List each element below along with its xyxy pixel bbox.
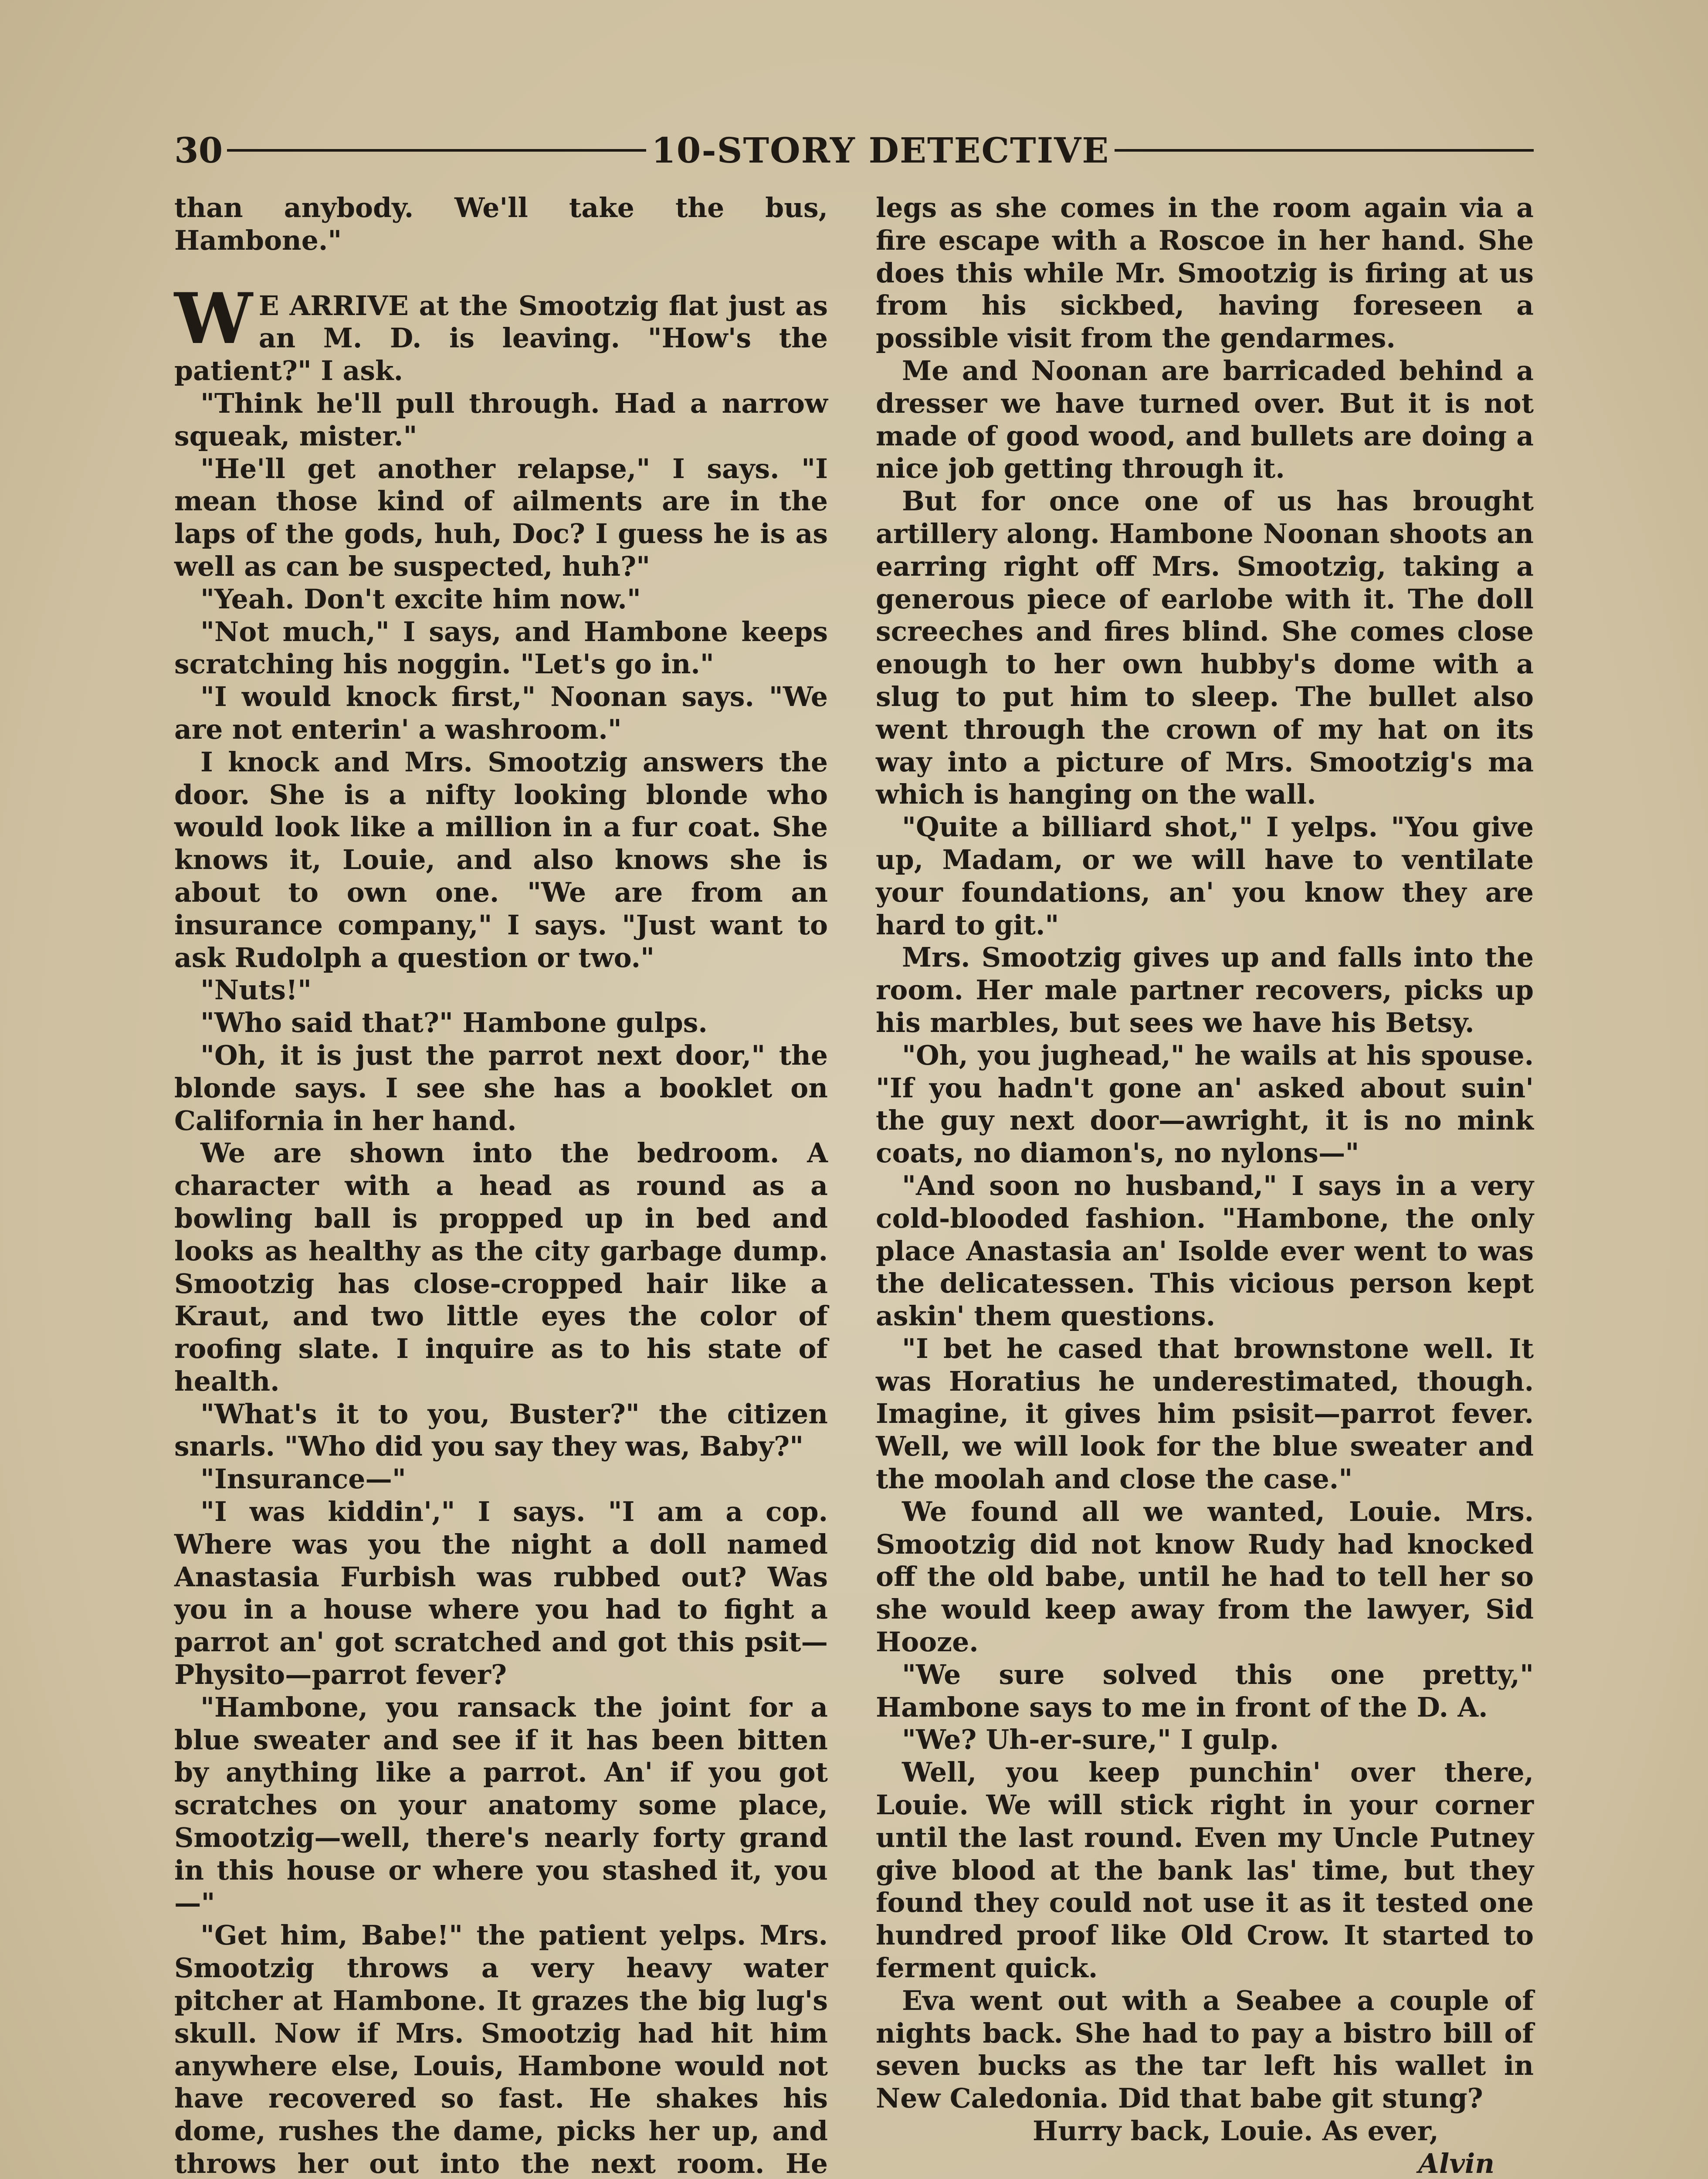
- signature: Alvin: [1418, 2147, 1494, 2179]
- paragraph: I knock and Mrs. Smootzig answers the door. She is a nifty looking blonde who would look like a million in a fur coat. She knows it, Louie, and also knows she is about to own one. "We are from an insurance company," I says. "Just want to ask Rudolph a question or two.": [174, 746, 828, 974]
- paragraph: "We sure solved this one pretty," Hambone says to me in front of the D. A.: [876, 1658, 1534, 1723]
- paragraph: We are shown into the bedroom. A character with a head as round as a bowling ball is propped up in bed and looks as healthy as the city garbage dump. Smootzig has close-cropped hair like a Kraut, and two little eyes the color of roofing slate. I inquire as to his state of health.: [174, 1137, 828, 1397]
- paragraph: But for once one of us has brought artillery along. Hambone Noonan shoots an earring right off Mrs. Smootzig, taking a generous piece of earlobe with it. The doll screeches and fires blind. She comes close enough to her own hubby's dome with a slug to put him to sleep. The bullet also went through the crown of my hat on its way into a picture of Mrs. Smootzig's ma which is hanging on the wall.: [876, 485, 1534, 811]
- paragraph: "Oh, it is just the parrot next door," the blonde says. I see she has a booklet on California in her hand.: [174, 1039, 828, 1137]
- paragraph: "Oh, you jughead," he wails at his spouse. "If you hadn't gone an' asked about suin' the guy next door—awright, it is no mink coats, no diamon's, no nylons—": [876, 1039, 1534, 1169]
- paragraph: "Think he'll pull through. Had a narrow squeak, mister.": [174, 387, 828, 452]
- paragraph: Me and Noonan are barricaded behind a dresser we have turned over. But it is not made of good wood, and bullets are doing a nice job getting through it.: [876, 354, 1534, 485]
- running-header: [174, 126, 1534, 174]
- section-opening-text: E ARRIVE at the Smootzig flat just as an M. D. is leaving. "How's the patient?" I ask.: [174, 289, 828, 387]
- header-rule-left: [227, 149, 646, 152]
- paragraph: "Who said that?" Hambone gulps.: [200, 1007, 708, 1039]
- paragraph: "Get him, Babe!" the patient yelps. Mrs. Smootzig throws a very heavy water pitcher at Hambone. It grazes the big lug's skull. Now if Mrs. Smootzig had hit him anywhere else, Louis, Hambone would not have recovered so fast. He shakes his dome, rushes the dame, picks her up, and throws her out into the next room. He: [174, 1919, 828, 2179]
- paragraph: Well, you keep punchin' over there, Louie. We will stick right in your corner until the last round. Even my Uncle Putney give blood at the bank las' time, but they found they could not use it as it tested one hundred proof like Old Crow. It started to ferment quick.: [876, 1756, 1534, 1984]
- page-number: 30: [174, 130, 223, 171]
- section-opening-paragraph: [174, 277, 828, 387]
- paragraph: "I was kiddin'," I says. "I am a cop. Where was you the night a doll named Anastasia Furbish was rubbed out? Was you in a house where you had to fight a parrot an' got scratched and got this psit—Physito—parrot fever?: [174, 1496, 828, 1691]
- section-break: [174, 257, 828, 290]
- paragraph: legs as she comes in the room again via a fire escape with a Roscoe in her hand. She does this while Mr. Smootzig is firing at us from his sickbed, having foreseen a possible visit from the gendarmes.: [876, 192, 1534, 354]
- paragraph: than anybody. We'll take the bus, Hambone.": [174, 192, 828, 256]
- paragraph: "I would knock first," Noonan says. "We are not enterin' a washroom.": [174, 681, 828, 745]
- header-rule-right: [1115, 149, 1534, 152]
- paragraph: "We? Uh-er-sure," I gulp.: [902, 1724, 1279, 1756]
- paragraph: "And soon no husband," I says in a very cold-blooded fashion. "Hambone, the only place Anastasia an' Isolde ever went to was the delicatessen. This vicious person kept askin' them questions.: [876, 1169, 1534, 1332]
- paragraph: We found all we wanted, Louie. Mrs. Smootzig did not know Rudy had knocked off the old babe, until he had to tell her so she would keep away from the lawyer, Sid Hooze.: [876, 1495, 1534, 1658]
- paragraph: "I bet he cased that brownstone well. It was Horatius he underestimated, though. Imagine, it gives him psisit—parrot fever. Well, we will look for the blue sweater and the moolah and close the case.": [876, 1332, 1534, 1495]
- paragraph: "What's it to you, Buster?" the citizen snarls. "Who did you say they was, Baby?": [174, 1398, 828, 1463]
- paragraph: "Insurance—": [200, 1463, 406, 1495]
- paragraph: "Yeah. Don't excite him now.": [200, 583, 641, 615]
- paragraph: "Quite a billiard shot," I yelps. "You give up, Madam, or we will have to ventilate your foundations, an' you know they are hard to git.": [876, 811, 1534, 941]
- magazine-title: 10-STORY DETECTIVE: [651, 130, 1110, 171]
- paragraph: "He'll get another relapse," I says. "I mean those kind of ailments are in the laps of the gods, huh, Doc? I guess he is as well as can be suspected, huh?": [174, 452, 828, 582]
- paragraph: "Not much," I says, and Hambone keeps scratching his noggin. "Let's go in.": [174, 615, 828, 680]
- paragraph: Mrs. Smootzig gives up and falls into the room. Her male partner recovers, picks up his marbles, but sees we have his Betsy.: [876, 941, 1534, 1039]
- closing-line: Hurry back, Louie. As ever,: [1033, 2115, 1439, 2147]
- paragraph: "Nuts!": [200, 974, 312, 1006]
- drop-cap: W: [174, 277, 253, 360]
- paragraph: "Hambone, you ransack the joint for a blue sweater and see if it has been bitten by anything like a parrot. An' if you got scratches on your anatomy some place, Smootzig—well, there's nearly forty grand in this house or where you stashed it, you—": [174, 1691, 828, 1919]
- left-column: [174, 192, 828, 2179]
- paragraph: Eva went out with a Seabee a couple of nights back. She had to pay a bistro bill of seven bucks as the tar left his wallet in New Caledonia. Did that babe git stung?: [876, 1984, 1534, 2115]
- right-column: [876, 192, 1534, 2179]
